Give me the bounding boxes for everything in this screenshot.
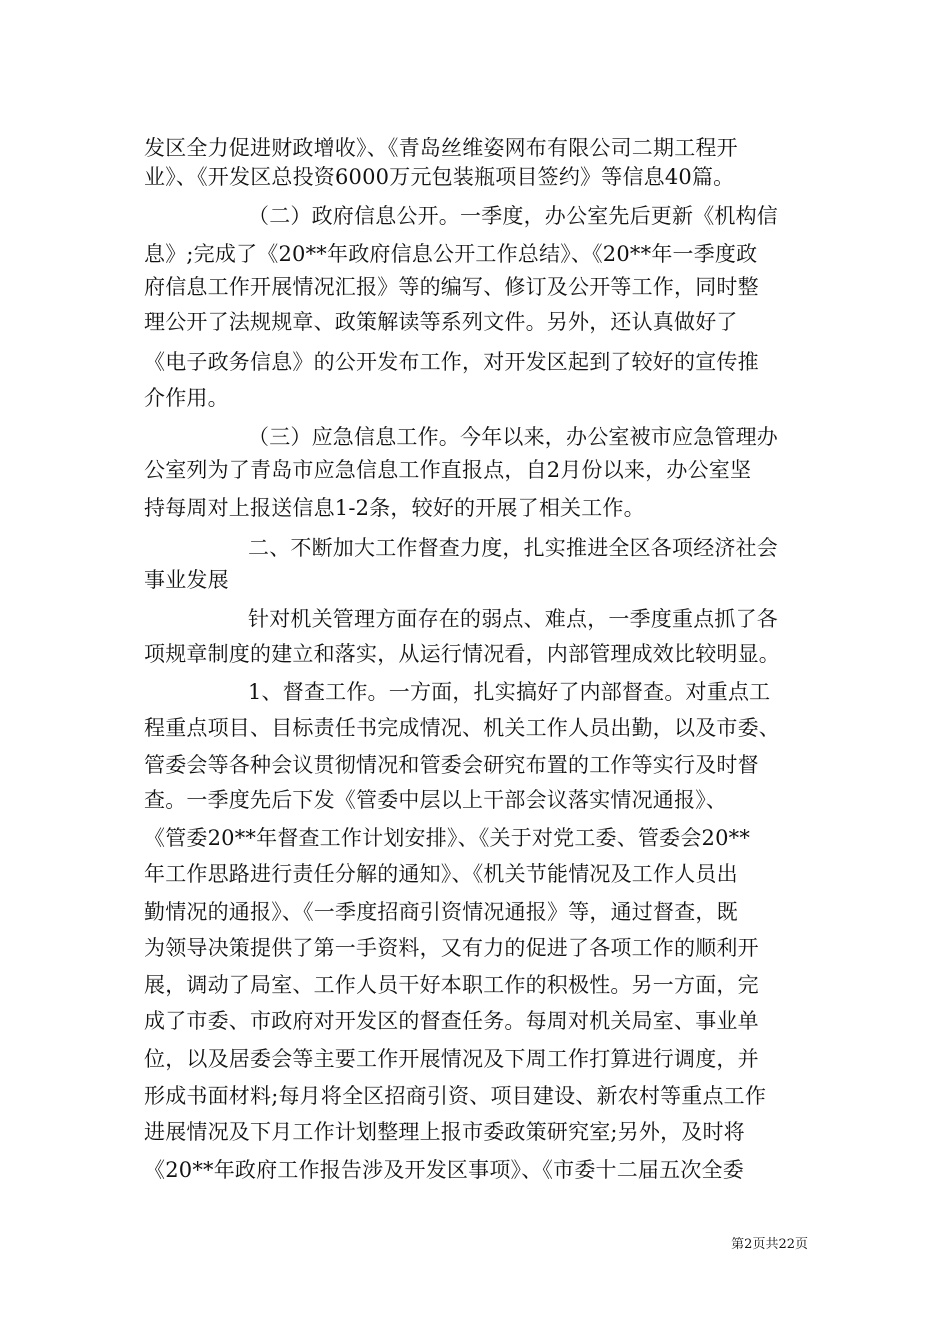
text-line: 介作用。 — [144, 386, 229, 410]
text-line: 事业发展 — [144, 568, 229, 592]
text-line: 成了市委、市政府对开发区的督查任务。每周对机关局室、事业单 — [144, 1009, 759, 1033]
text-line: 府信息工作开展情况汇报》等的编写、修订及公开等工作，同时整 — [144, 275, 759, 299]
text-line: 《电子政务信息》的公开发布工作，对开发区起到了较好的宣传推 — [144, 350, 759, 374]
text-line: 项规章制度的建立和落实，从运行情况看，内部管理成效比较明显。 — [144, 642, 780, 666]
section-heading-line: 二、不断加大工作督查力度，扎实推进全区各项经济社会 — [248, 536, 778, 560]
text-line: 为领导决策提供了第一手资料，又有力的促进了各项工作的顺利开 — [144, 936, 759, 960]
text-line: 展，调动了局室、工作人员干好本职工作的积极性。另一方面，完 — [144, 973, 759, 997]
text-line: 进展情况及下月工作计划整理上报市委政策研究室;另外，及时将 — [144, 1120, 745, 1144]
text-line: 年工作思路进行责任分解的通知》、《机关节能情况及工作人员出 — [144, 862, 738, 886]
text-line: 理公开了法规规章、政策解读等系列文件。另外，还认真做好了 — [144, 310, 738, 334]
text-line: 业》、《开发区总投资6000万元包装瓶项目签约》等信息40篇。 — [144, 165, 735, 189]
text-line: 公室列为了青岛市应急信息工作直报点，自2月份以来，办公室坚 — [144, 458, 752, 482]
text-line: 位，以及居委会等主要工作开展情况及下周工作打算进行调度，并 — [144, 1047, 759, 1071]
text-line: 发区全力促进财政增收》、《青岛丝维姿网布有限公司二期工程开 — [144, 136, 738, 160]
text-line: 持每周对上报送信息1-2条，较好的开展了相关工作。 — [144, 496, 645, 520]
text-line: 《20**年政府工作报告涉及开发区事项》、《市委十二届五次全委 — [144, 1158, 744, 1182]
text-line: 《管委20**年督查工作计划安排》、《关于对党工委、管委会20** — [144, 826, 751, 850]
subsection-heading-line: 1、督查工作。一方面，扎实搞好了内部督查。对重点工 — [248, 680, 771, 704]
text-line: 勤情况的通报》、《一季度招商引资情况通报》等，通过督查，既 — [144, 900, 738, 924]
text-line: 息》;完成了《20**年政府信息公开工作总结》、《20**年一季度政 — [144, 242, 758, 266]
section-heading-line: （二）政府信息公开。一季度，办公室先后更新《机构信 — [248, 204, 778, 228]
text-line: 管委会等各种会议贯彻情况和管委会研究布置的工作等实行及时督 — [144, 753, 759, 777]
text-line: 查。一季度先后下发《管委中层以上干部会议落实情况通报》、 — [144, 788, 728, 812]
text-line: 程重点项目、目标责任书完成情况、机关工作人员出勤，以及市委、 — [144, 716, 780, 740]
page-number-footer: 第2页共22页 — [731, 1237, 808, 1252]
section-heading-line: （三）应急信息工作。今年以来，办公室被市应急管理办 — [248, 425, 778, 449]
paragraph-line: 针对机关管理方面存在的弱点、难点，一季度重点抓了各 — [248, 607, 778, 631]
text-line: 形成书面材料;每月将全区招商引资、项目建设、新农村等重点工作 — [144, 1084, 767, 1108]
